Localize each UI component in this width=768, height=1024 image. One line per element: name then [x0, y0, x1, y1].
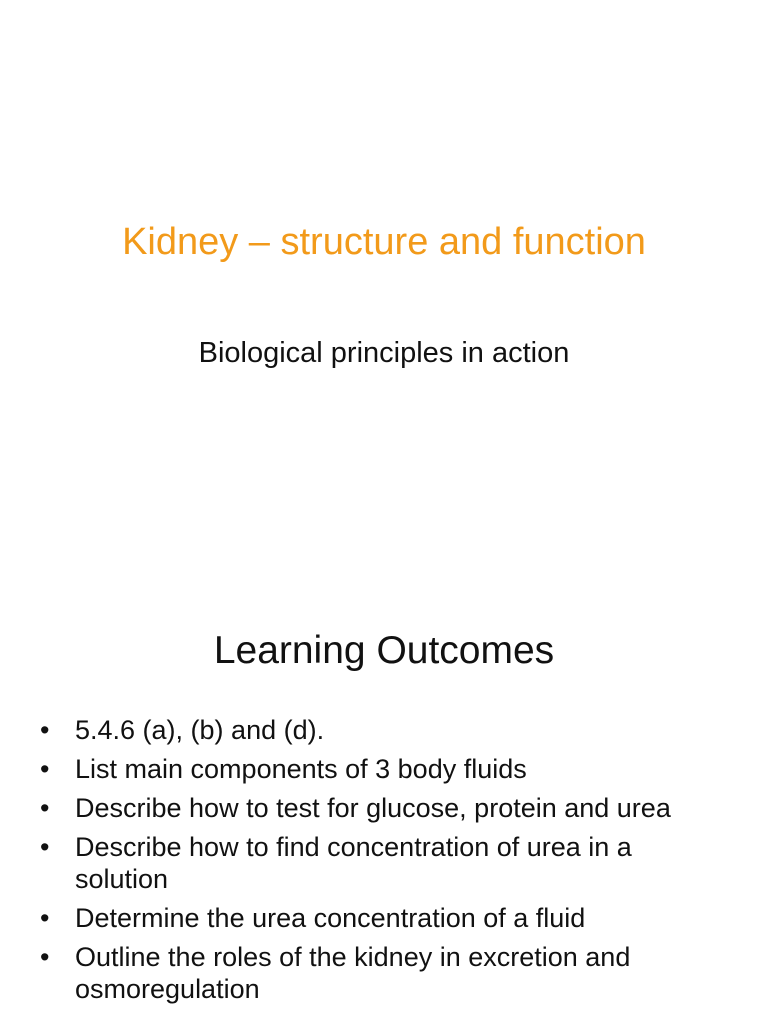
outcome-text: Outline the roles of the kidney in excretion and osmoregulation [75, 942, 631, 1004]
bullet-icon: • [40, 832, 50, 862]
bullet-icon: • [40, 715, 50, 745]
outcome-text: Determine the urea concentration of a fluid [75, 903, 586, 933]
learning-outcomes-slide [0, 576, 768, 1024]
bullet-icon: • [40, 903, 50, 933]
outcome-text: Describe how to find concentration of urea in a solution [75, 832, 632, 894]
outcome-item [40, 941, 720, 1005]
outcome-item [40, 792, 720, 824]
bullet-icon: • [40, 793, 50, 823]
bullet-icon: • [40, 942, 50, 972]
slide-subtitle: Biological principles in action [198, 337, 570, 369]
bullet-icon: • [40, 754, 50, 784]
outcome-text: Describe how to test for glucose, protein and urea [75, 793, 671, 823]
outcome-item [40, 831, 720, 895]
outcome-item [40, 902, 720, 934]
outcome-item [40, 714, 720, 746]
outcome-text: List main components of 3 body fluids [75, 754, 527, 784]
learning-outcomes-title: Learning Outcomes [213, 629, 555, 672]
slide-title: Kidney – structure and function [122, 221, 646, 263]
outcomes-list [40, 714, 720, 1012]
outcome-text: 5.4.6 (a), (b) and (d). [75, 715, 325, 745]
outcome-item [40, 753, 720, 785]
